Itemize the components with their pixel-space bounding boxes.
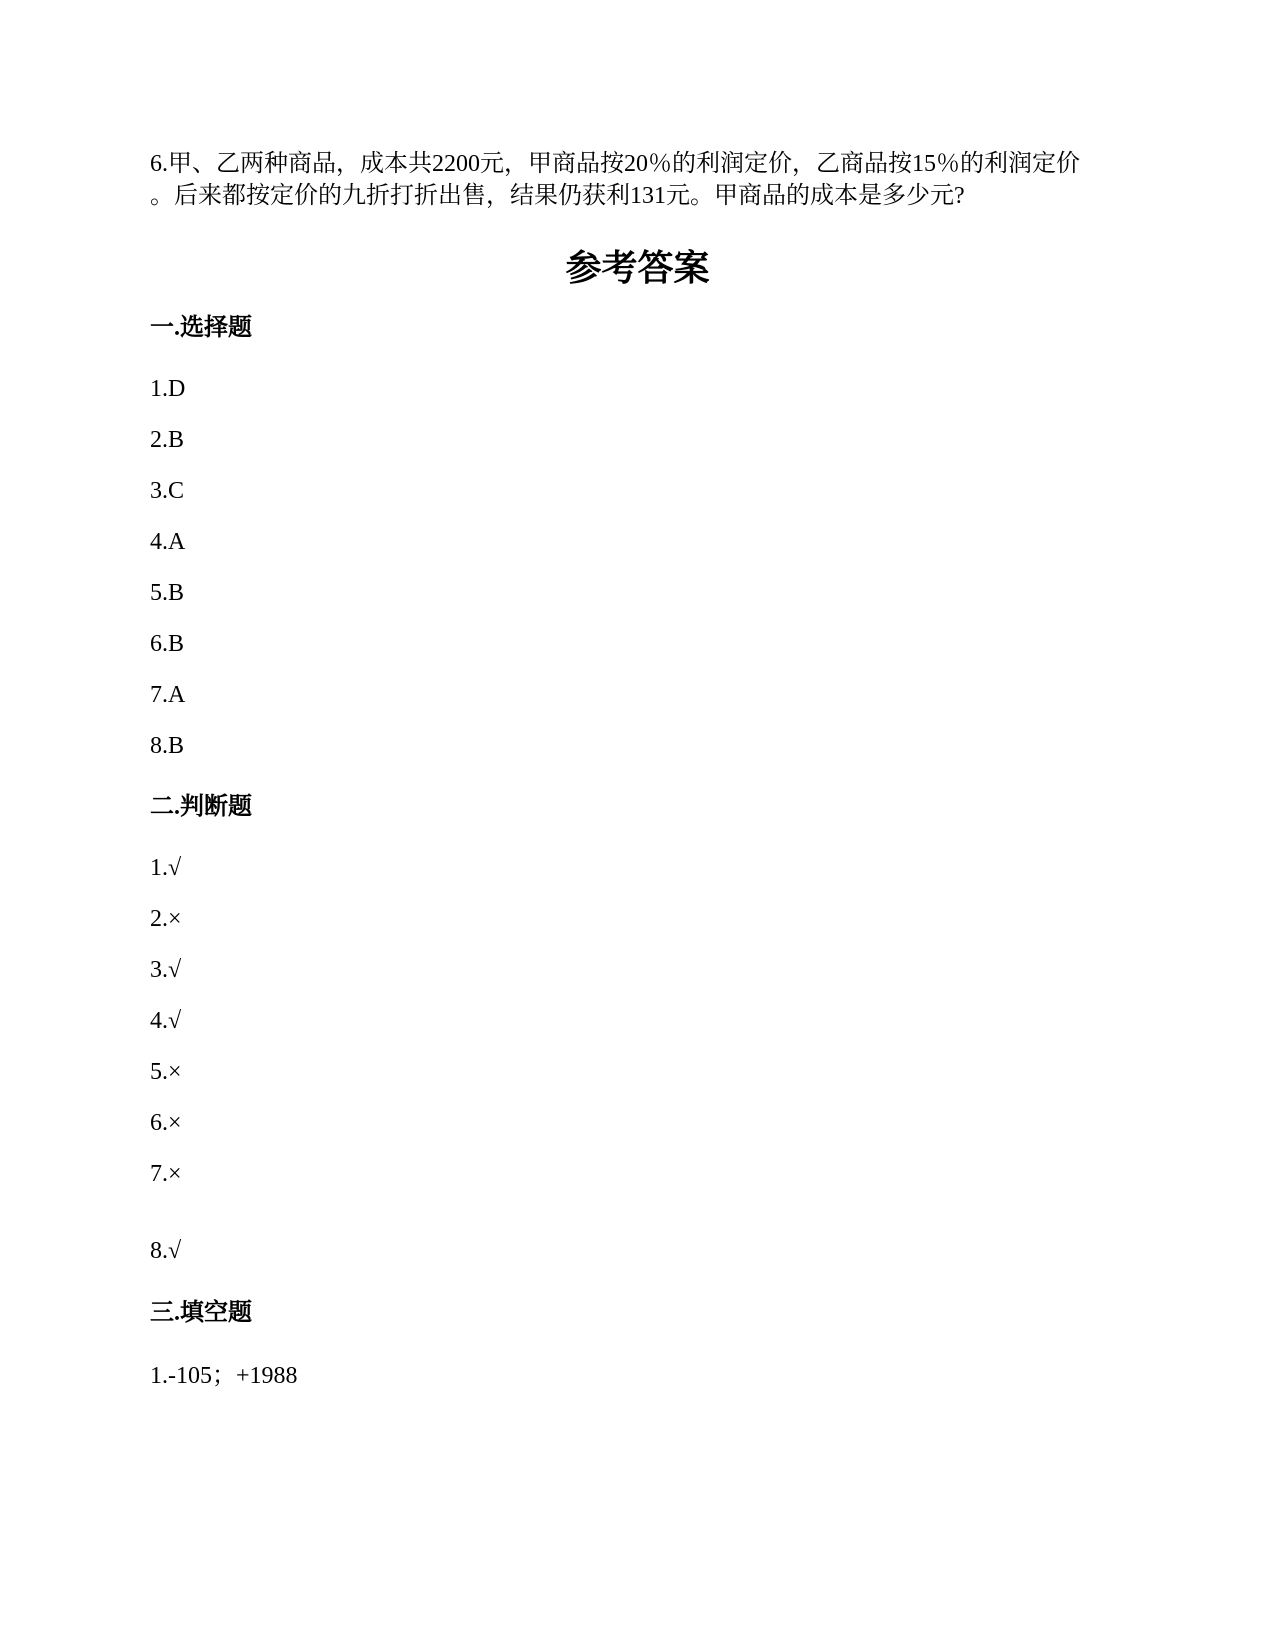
choice-answer: 2.B: [150, 427, 185, 453]
choice-answer: 5.B: [150, 580, 185, 606]
choice-answer: 4.A: [150, 529, 186, 555]
judgment-answer: 7.×: [150, 1161, 182, 1187]
judgment-answer: 4.√: [150, 1008, 182, 1034]
answer-title: 参考答案: [565, 248, 710, 288]
choice-answer: 6.B: [150, 631, 185, 657]
judgment-answer: 1.√: [150, 855, 182, 881]
choice-answer: 8.B: [150, 733, 185, 759]
judgment-answer: 5.×: [150, 1059, 182, 1085]
judgment-answer: 2.×: [150, 906, 182, 932]
section-heading-fill: 三.填空题: [150, 1300, 252, 1326]
choice-answer: 3.C: [150, 478, 185, 504]
choice-answer: 7.A: [150, 682, 186, 708]
section-heading-choice: 一.选择题: [150, 315, 252, 341]
judgment-answer: 8.√: [150, 1238, 182, 1264]
judgment-answer: 6.×: [150, 1110, 182, 1136]
choice-answer: 1.D: [150, 376, 186, 402]
judgment-answer: 3.√: [150, 957, 182, 983]
question-6-line-2: 。后来都按定价的九折打折出售，结果仍获利131元。甲商品的成本是多少元?: [150, 183, 965, 209]
fill-answer: 1.-105；+1988: [150, 1363, 298, 1389]
section-heading-judgment: 二.判断题: [150, 794, 252, 820]
question-6: [150, 148, 1130, 212]
question-6-line-1: 6.甲、乙两种商品，成本共2200元，甲商品按20％的利润定价，乙商品按15％的利润定价: [150, 151, 1080, 177]
